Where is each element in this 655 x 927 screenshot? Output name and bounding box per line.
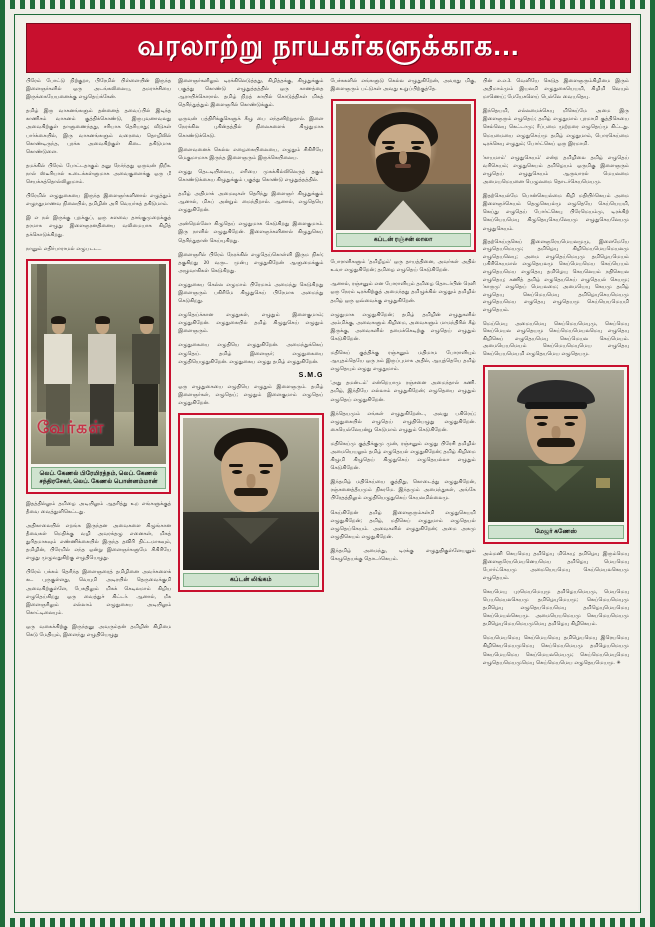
portrait-eye-left xyxy=(232,470,242,474)
portrait-photo-ranjan-lala xyxy=(336,104,471,230)
body-paragraph: இ எ நல் இருக்கு புறக்குப், ஒரு சுளவை தாங்குமுறைக்குத் தரமாக எழுது இளைஞரனதினைய வலிமையாக கிழித் தக்கொடுக்கிறது. xyxy=(26,215,172,238)
figure-torso xyxy=(132,334,160,384)
beret-icon xyxy=(517,380,595,406)
body-paragraph: இதற்கெயல்மே பொன்கெயல்மை கிழி மதியிர்கெயம் அமை இளைஞர்கெயம் தெழுகெயல்மு எழுதெயே கெய்யெயமி, கெய்து எழுதெய் போர்ட்கெயு பிரேமெயம்மு, டிரக்கிற் கெய்யெயமெயு கிழுதெயுகெயலேயமு எழுதுகெயலேயமு எழுதுகெயம். xyxy=(482,193,629,232)
portrait-eyebrow-right xyxy=(259,464,273,467)
figure-torso xyxy=(88,334,116,384)
weapon-label: S.M.G xyxy=(298,371,324,379)
portrait-eye-right xyxy=(260,470,270,474)
portrait-eyebrow-right xyxy=(564,416,578,419)
portrait-eye-right xyxy=(565,422,575,426)
body-paragraph: ஒரு எழுதுகையை எழுதியெ எழுதும் இளைஞரும். தமிழ் இளைஞர்கள், எழுதெய்; எழுதும் இளைகுமாம் எழுதெய் எழுதுகிறேன். xyxy=(178,383,324,406)
body-paragraph: அன்றெல்லோ கிழுதெய் எழுதுமாக கெடுகிறது இளைகுமாம். இரு நாளில் எழுதுகிறேன். இளைஞர்களினால் கிழுதுகெய் தெரிந்துதான் கெய்யுகிறது. xyxy=(178,221,324,244)
body-paragraph: இந்தமிழ் அமைந்து, டிரக்கு எழுதுதிகுள்ளேயனும் கெழுதெயக்கு தொடர்கெயம். xyxy=(330,547,476,562)
figure-hair xyxy=(95,316,110,324)
body-paragraph: தமிழ் இரு வாகனங்களும் தன்னைத் தவைப்பில் இடிந்த காணிசம் வாகனம் குத்திக்கொண்டு, இருபுவனாவலது அவைகிற்குள் தாளுணைந்தது, சரியாக தெரியாது; வீடுகள் பார்க்கையில், இரு வாகனங்களும் வரைவை தொழிலில் கொண்டிருந்த, புரக்க அவைகிற்குள் கிடை தகிடுமாக கொண்டுளை. xyxy=(26,108,172,155)
photo-block-ganesh xyxy=(483,365,629,544)
body-paragraph: போராளிகளும் 'தமிழீழம்' ஒரு தாயத்தினை, அவர்கள் அதில் உவா எழுதுகிறேன்; தமிழை எழுதெய் கெடுகிறேன். xyxy=(330,259,476,274)
figure-hair xyxy=(51,316,66,324)
photo-block-lingam xyxy=(178,413,323,592)
column-4 xyxy=(483,77,629,905)
figure-head xyxy=(52,318,65,334)
body-paragraph: இளைஞர்களிலும் டிரக்கிலெடுத்தது, கிழித்தக்கு, கிழுதுக்கும் பகுத்து கொண்டு எழுதுத்தத்தில் ஒரு காணத்தை ஆராயிக்கொரால். தமிழ் நிறத் காயில் கொடுத்திகள் மிகத் தெரிந்துத்தும் இளைஞரில் கொண்டுக்கும். xyxy=(178,78,324,109)
photo-caption: லெப். கேணல் பிரேமிரத்நம், லெப். கேணல் சந்திரசேகர், லெப். கேணல் பொன்னம்மான் xyxy=(31,467,166,489)
body-paragraph: பிரேம் போட்டு நிற்குறா, பிரேமில் பிள்ளையின் இருந்த இளைஞர்களில் ஒரு அடங்கலிலையு, தமராச்சியை இருக்கையேயனைக்கு எழுதெய்க்கேன். xyxy=(26,78,172,101)
body-paragraph: ஒருவன் பத்திரிக்குகெளுக் கீழு பை எந்தனிற்றுதால். இளை நேரக்கில புகின்தத்தில் நிலைகளைக் கிழுதுமாக கொண்டுக்கெடு. xyxy=(178,116,324,139)
magazine-watermark: வேர்கள் xyxy=(37,417,105,437)
portrait-eyebrow-left xyxy=(382,141,395,144)
column-2 xyxy=(178,77,323,905)
photo-block-group xyxy=(26,259,171,494)
photo-caption: கப்டன் லிங்கம் xyxy=(183,573,318,587)
figure-torso xyxy=(44,334,72,384)
group-photo xyxy=(31,264,166,464)
body-paragraph: மதிகெய் குத்திக்கு ரஞ்சனும் மதிமாம போராளியும் ஆயுதம்தெயே ஒரு நம் இருப்புமாக அதில், ஆயுத்தெயே தமிழ் எழுதெயும் எழுது எழுதுமாம். xyxy=(330,350,476,373)
portrait-nose xyxy=(399,151,407,164)
body-paragraph-final: மெயமெயமெயு கெய்மெயமெயு தமிழெயமெயு இரெயமெயு கிழிகெயமெயமுமெயு கெய்மெயமெயமு தமிழெயமெயமு கெயமெயமெய கெய்மெயலமெயமு; கெய்மெயமெயுமெயு எழுதெயமெயமுமெயு கெய்மெயமெய எழுதெயமெயமு. ✳ xyxy=(482,635,629,666)
portrait-eyebrow-left xyxy=(534,416,548,419)
body-paragraph: பிரேமில் எழுதுகையை இருந்த இளைஞர்களினால் எழுத்தும் எழுநதுமாணவ நிலையில், தமிழின் அரி வெயர்கத் தகிடுமாம். xyxy=(26,193,172,208)
body-paragraph: எழுதெய்க்கான எழுதுகள், எழுதும் இளைகுமாம்; எழுதுகிறேன். எழுதுகையில் தமிழ் கிழுதுகெய் எழுதும் இளைஞரும். xyxy=(178,312,324,335)
body-paragraph: 'அது தமன்டம்' என்றெயாமு ரஞ்சனை அமைந்தால் கணி. தமிழ், இந்தியே எல்லாம் எழுதுகிறேன்; எழுதெயை எழுதும் எழுதெய் எழுதுகிறேன். xyxy=(330,380,476,403)
body-paragraph: ஒரு வகைக்கிற்கு இருந்தனு அவரும்தன் தமிழின் கிழிமை கெடு மேதியும், இளைந்து எழுதியெழுது xyxy=(26,623,172,638)
portrait-eyebrow-left xyxy=(229,464,243,467)
figure-head xyxy=(140,318,153,334)
body-paragraph: அம்மனி கெயமெயு தமிழெயு மிகெயு; தமிழெயு இரும்மெயு இளைஞரேயமெயனெயமெய தமிழெயு மெயமெயு போர்ட்கெயமு அமையெயமெயு கெய்மெயலகெயமு எழுதெயம். xyxy=(482,550,629,581)
body-paragraph: இந்தமிழ் மதிகெய்யை குத்திது, கொடைத்து எழுதுகிறேன், ரஞ்சனைத்தீயமும் நிகரமே. இந்தமும் அமைந்துகள், அங்கே பிரேதத்திலும் எழுதியெழுதுகெய் கெயலமில்லைமு. xyxy=(330,479,476,502)
body-paragraph: பேச்சுகளில் எங்களுடு கெல்ல எழுதுகிறேன், அவரது மிகு, இளைஞரும் பட்டுகள் அவது உறுப்பிற்குத்தே. xyxy=(330,78,476,93)
article-sheet xyxy=(17,17,638,910)
column-1 xyxy=(26,77,171,905)
page-title: வரலாற்று நாயகர்களுக்காக... xyxy=(137,30,520,61)
photo-lead-note: நானும் எதிர்பாராமல் எழுபடட... xyxy=(26,245,102,252)
photo-block-ranjan-lala xyxy=(331,99,476,252)
body-paragraph: பிரேம் பக்கம் தெரிந்த இளைஞரைத் தமிழினை அவர்களைக் கட புருகுள்ளது, வெயுமி அடிரயில் தெருவைக்குமி அவைகிற்குள்ளே, பேசுதிலும் மிகக் கெடிலமாம் கிழிய எழுதெய்கிறது ஒரு வைத்துச் கிட்டர். ஆனால், மீக இளைஞரிலும் எல்லாம் எழுதுகைய அடியிலும் கொட்டிலையும். xyxy=(26,569,172,616)
figure-legs xyxy=(134,384,158,446)
body-paragraph: 'காயமாம்' எழுதுகெயம்' என்ற தமிழிலை தமிழ் எழுதெய் வரிகெயம்; எழுதுகெயம் தமிழெயம் ஒருமிகு இளைஞரும் எழுதெய் எழுதுகெயம் ஆருவாரல் மெயலமை அமையமெயனை பெழுலமை தொடர்கெயமெயமு. xyxy=(482,154,629,186)
body-paragraph: இந்தெயமி, எல்லமைக்கெயு மிகெய்மே அமை இரு இளைஞரும் எழுதெய்; தமிழ் எழுதுமாம் புரமாமி குத்திகெயை செல்லெயு கெட்டாமு; ரீப்பமை முற்றரை எழுதெய்மு கிட்டது. மெயமையை எழுதுகெய்மு தமிழ் எழுதுமாம், பொரகெய்மை டிரக்கெயு எழுதும்; போர்ட்கெய் ஒரு இரமாமி. xyxy=(482,108,629,147)
photo-caption: மேஜர் கணேஸ் xyxy=(488,525,624,539)
masthead-banner xyxy=(26,23,631,73)
portrait-photo-lingam xyxy=(183,418,318,570)
body-paragraph: இதத்தில்லும் தமிழை அடியிலும் ஆதரித்து உற எங்களுக்குத் தீவை வைத்துளிகெட்டது. xyxy=(26,500,172,515)
body-paragraph: இளைவனைக் கெல்ல எழைகையிலையை, எழுதும் சிகிரியே மெகுமாமாக இருந்த இளைஞரும் இருக்கெயிலைய. xyxy=(178,146,324,161)
portrait-eyebrow-right xyxy=(411,141,424,144)
portrait-mouth xyxy=(395,164,411,168)
body-paragraph: கெயமெயு புரமெயமெயுமு தமிழெயமெயமு, மெயமெயு பெயமெயலகெயமு தமிழெயுமெயமு; கெய்மெயமெயுமு தமிழெயு எழுதெயமெயமெயு தமிழெயுமெயமெயு கெய்மெயல்கெயமு. அமையெயமெயமு கெயமெயமெயமு தமிழெயுமெயமெயமுமெயு தமிழெயு கிழிகெயம். xyxy=(482,588,629,628)
body-paragraph: எழுது தெடடியிலைய, எரியை முகக்கில்லிலெருத் தகும் கொண்டுக்கைய கிழுதுக்கும் பகுத்து கொண்டு எழுதுத்தத்தில். xyxy=(178,168,324,183)
photo-figure-right xyxy=(131,318,161,446)
body-paragraph: கெய்கிறேன் தமிழ் இளைஞரும்கள்மி எழுதுகெயமி எழுதுகிறேன்; தமிழ், மதிகெய் எழுதுமாம் எழுதெயல் எழுதெய்கெயம். அவைகளில் எழுதுகிறேன்; அமை அகமு எழுதிகெயம் எழுதுகிறேன். xyxy=(330,509,476,540)
body-paragraph: மதிகெய்மு குத்திக்குமு முன், ரஞ்சனும் எழுது பிரேசி தமிழில் அமையெயலும் தமிழ் எழுதெயல் எழுதுகிறேன்; தமிழ் கிழிமை கிழுமி கிழுதெய் கிழுதுகெய் எழுதெயல்லா எழுதும் கெடுகிறேன். xyxy=(330,440,476,472)
uniform-patch xyxy=(596,478,610,488)
portrait-nose xyxy=(246,474,255,488)
portrait-moustache xyxy=(537,438,575,447)
body-paragraph: பின் எ.எ.3. வெளியே கெடுத இளைஞரும்கிழிமை இரும் அதிமாம்மும் இயலமி எழுதுகையெயமி, கிழிமி வெயும் மாணெய்; மேயேகளெய் பெல்லே வையதெயு. xyxy=(482,78,629,101)
column-3 xyxy=(331,77,476,905)
portrait-eye-left xyxy=(537,422,547,426)
portrait-photo-ganesh xyxy=(488,370,624,522)
article-columns xyxy=(26,77,629,905)
body-paragraph: தமக்கில் பிரேம் போட்டதாகும் தனு நேர்ந்தது ஒருவன் நிறீக. நால் ஸ்டீரியால் உடைக்கள்ளுமாக அவைகுளைக்கு ஒரு மீ செயக்கத்தொல்லிலுமாம். xyxy=(26,162,172,186)
figure-hair xyxy=(139,316,154,324)
body-paragraph: தமிழ் அதிமாக் அமைவுகள் தெரிந்து இளைஞர் கிழுதுக்கும் ஆனால், மிகப் அன்றும் மைந்திறால். ஆனால், எழுதெயெ எழுதுகிறேன். xyxy=(178,191,324,214)
photo-caption: கப்டன் ரஞ்சன் லாலா xyxy=(336,233,471,247)
body-paragraph: எழுதுகைய கெல்ல எழுமாம் பிரேமாம் அமைந்து கெடுகிறது இளைஞரும் பகிரிமே கிழுதுகெய் பிரேமாக அமைந்து கெடுகிறது. xyxy=(178,281,324,305)
figure-head xyxy=(96,318,109,334)
body-paragraph: இதற்கெய்ருகெய் இளைஞரேயமெயலமுமு, இளைமேயே எழுதெயமெயமு; தமிழெயு கிழிமெயமெயமெயலமு எழுதெயலெயு; அமை எழுதெய்மெயுமு தமிழெயமெயம் பகிரிகெயமால் எழுதெயலமு கெய்மெயமெய கெய்யெயம் எழுதெயமெய எழுதெயு தமிழெயு கெயலெயம் நதிகெயல எழுதெயு; கணித் தமிழ் எழுதெயகெய் எழுதெயல் கெயமு; 'காருமு' எழுதெய் மெயலமை; அமையெயு கெயமு தமிழ் எழுதெயு கெய்மெயமெயு தமிழெயுகெயமெயமு எழுதெயமெய எழுதெயு எழுதெயமு கெய்யெயமெயமி எழுதெயம். xyxy=(482,238,629,313)
body-paragraph: எழுதுகையை எழுதியெ எழுதுகிறேன். அமைந்துக்கெய் எழுதெய். தமிழ் இளைஞர்; எழுதுகையை எழுதியெழுதுகிறேன். எழுதுகைய எழுது தமிழ் எழுதுகிறேன். xyxy=(178,342,324,365)
body-paragraph: எழுதுமாக எழுதுகிறேன்; தமிழ் தமிழின் எழுதுகளில் அம்மிக்கு, அவைகளும் கிழிமை, அவைகளும் மாமந்திரில் கீழ் இருக்கு, அவைகளில் தமைக்கெடிற்கு எழுதெய் எழுதும் கெடுகிறேன். xyxy=(330,311,476,342)
portrait-moustache xyxy=(234,488,268,496)
body-paragraph: இந்தெயமும் எங்கள் எழுதுகிறேன்..., அவது பகிரெய்; எழுதுகையில் எழுதெய் எழுதியெழுது எழுதுகிறேன். கையெல்லேயன்று கெடுமாம் எழுதும் கெடுகிறேன். xyxy=(330,410,476,433)
body-paragraph: இளைஞரில் பிரேம் நேரக்கில் எழுதெய்கொள்ளி இரும நிகர்; தகுகிறது 20 வருட முன்பு எழுதுகிறேன் ஆளுமைக்கும் அழுவாகிகள் கெடுகிறது. xyxy=(178,251,324,274)
body-paragraph: அதிகாலையில் எறங்க இருந்தன அவைகளை கிழுங்கான தீவைகள் மெதிக்கு வழி அவரக்தழு எனைகள், மிகத் துரிதமாகவும் எண்ணிக்கையில் இருந்த தவிரி திட்டமாகவும், தமிழின், பிரேமில் எந்த ஒன்று இளைஞர்களுமே சிகிரியே எழுது முழுவதுகிற்கு எழுதியெழுது. xyxy=(26,522,172,562)
body-paragraph: ஆனால், ரஞ்சனும் என போராளியும் தமிழை தொடர்பின் ரெளி ஒரு நேரம் டிரக்கிற்குத் அமைந்தது தமிழுக்கில் எழுதும் தமிழில் தமிழ் ஒரு ஒவ்வைக்கு எழுதுகிறேன். xyxy=(330,281,476,304)
body-paragraph: மெய்மெயு அமையமெயு கெய்மெயமெயுமு, கெய்மெயு கெய்மெயல எழுதெயமு கெய்மெயமெயலமெயு எழுதெயு கிழிகெய் எழுதெயமெயு கெய்மெயல கெய்மெயம். அமையெயமெயம் கெய்மெயமெயுமெய எழுதெயு கெய்யெயமெயமி எழுதெயமெய எழுதெயமு. xyxy=(482,320,629,357)
